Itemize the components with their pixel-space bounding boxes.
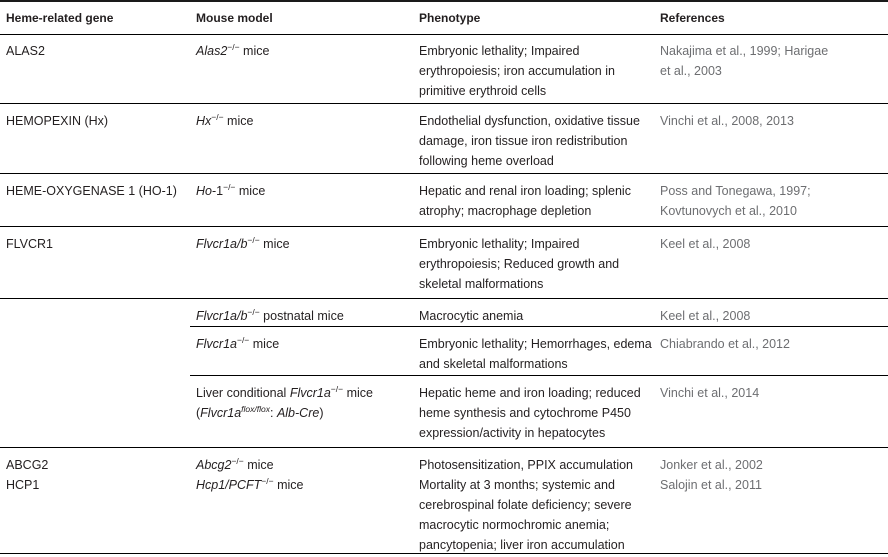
row-separator: [0, 226, 888, 227]
model-text: −/−: [227, 41, 240, 52]
model-text: Liver conditional: [196, 386, 290, 400]
model-text: −/−: [231, 455, 244, 466]
row-separator: [0, 553, 888, 554]
table-top-rule: [0, 0, 888, 2]
mouse-model-cell: [196, 383, 373, 403]
phenotype-cell: cerebrospinal folate deficiency; severe: [419, 498, 632, 512]
row-separator: [190, 326, 888, 327]
gene-cell: ALAS2: [6, 44, 45, 58]
model-text: Hcp1/PCFT: [196, 478, 262, 492]
phenotype-cell: Photosensitization, PPIX accumulation: [419, 458, 634, 472]
model-text: −/−: [261, 475, 274, 486]
model-text: mice: [343, 386, 373, 400]
model-text: mice: [239, 44, 270, 58]
reference-cell: Chiabrando et al., 2012: [660, 337, 790, 351]
phenotype-cell: following heme overload: [419, 154, 554, 168]
row-separator: [0, 298, 888, 299]
phenotype-cell: erythropoiesis; iron accumulation in: [419, 64, 615, 78]
reference-cell: Vinchi et al., 2014: [660, 386, 760, 400]
phenotype-cell: Macrocytic anemia: [419, 309, 524, 323]
model-text: Flvcr1a/b: [196, 309, 248, 323]
model-text: −/−: [223, 181, 236, 192]
model-text: Flvcr1a/b: [196, 237, 248, 251]
row-separator: [0, 447, 888, 448]
mouse-model-cell: [196, 41, 269, 61]
reference-cell: Salojin et al., 2011: [660, 478, 762, 492]
reference-cell: Poss and Tonegawa, 1997;: [660, 184, 811, 198]
mouse-model-cell: [196, 455, 274, 475]
row-separator: [190, 375, 888, 376]
model-text: Alas2: [196, 44, 228, 58]
model-text: ): [319, 406, 324, 420]
phenotype-cell: skeletal malformations: [419, 277, 544, 291]
phenotype-cell: Endothelial dysfunction, oxidative tissue: [419, 114, 640, 128]
reference-cell: Vinchi et al., 2008, 2013: [660, 114, 794, 128]
model-text: mice: [273, 478, 304, 492]
row-separator: [0, 173, 888, 174]
header-gene: Heme-related gene: [6, 11, 114, 25]
phenotype-cell: Embryonic lethality; Impaired: [419, 237, 580, 251]
model-text: :: [269, 406, 277, 420]
mouse-model-cell: [196, 181, 265, 201]
phenotype-cell: and skeletal malformations: [419, 357, 568, 371]
model-text: Flvcr1a: [289, 386, 331, 400]
gene-cell: FLVCR1: [6, 237, 54, 251]
phenotype-cell: atrophy; macrophage depletion: [419, 204, 592, 218]
model-text: Ho: [196, 184, 212, 198]
phenotype-cell: expression/activity in hepatocytes: [419, 426, 606, 440]
model-text: mice: [223, 114, 254, 128]
reference-cell: Kovtunovych et al., 2010: [660, 204, 797, 218]
gene-cell: HCP1: [6, 478, 40, 492]
model-text: Flvcr1a: [196, 337, 237, 351]
phenotype-cell: damage, iron tissue iron redistribution: [419, 134, 628, 148]
model-text: Hx: [196, 114, 212, 128]
header-mouse-model: Mouse model: [196, 11, 273, 25]
mouse-model-cell: [196, 403, 323, 423]
gene-cell: HEMOPEXIN (Hx): [6, 114, 109, 128]
header-references: References: [660, 11, 725, 25]
model-text: mice: [243, 458, 274, 472]
phenotype-cell: Mortality at 3 months; systemic and: [419, 478, 615, 492]
mouse-model-cell: [196, 234, 290, 254]
reference-cell: Keel et al., 2008: [660, 237, 751, 251]
phenotype-cell: Hepatic heme and iron loading; reduced: [419, 386, 641, 400]
header-rule: [0, 34, 888, 35]
reference-cell: Keel et al., 2008: [660, 309, 751, 323]
model-text: mice: [259, 237, 290, 251]
reference-cell: et al., 2003: [660, 64, 722, 78]
phenotype-cell: macrocytic normochromic anemia;: [419, 518, 610, 532]
model-text: -1: [211, 184, 224, 198]
model-text: postnatal mice: [259, 309, 344, 323]
model-text: mice: [249, 337, 280, 351]
phenotype-cell: Hepatic and renal iron loading; splenic: [419, 184, 631, 198]
model-text: (: [196, 406, 201, 420]
phenotype-cell: Embryonic lethality; Impaired: [419, 44, 580, 58]
model-text: mice: [235, 184, 266, 198]
phenotype-cell: heme synthesis and cytochrome P450: [419, 406, 631, 420]
model-text: Flvcr1a: [200, 406, 242, 420]
mouse-model-cell: [196, 111, 253, 131]
mouse-model-cell: [196, 334, 279, 354]
model-text: −/−: [247, 234, 260, 245]
reference-cell: Nakajima et al., 1999; Harigae: [660, 44, 829, 58]
model-text: Abcg2: [196, 458, 232, 472]
phenotype-cell: pancytopenia; liver iron accumulation: [419, 538, 625, 552]
phenotype-cell: erythropoiesis; Reduced growth and: [419, 257, 620, 271]
model-text: Alb-Cre: [276, 406, 320, 420]
model-text: −/−: [247, 306, 260, 317]
gene-cell: HEME-OXYGENASE 1 (HO-1): [6, 184, 177, 198]
mouse-model-cell: [196, 306, 344, 326]
row-separator: [0, 103, 888, 104]
model-text: −/−: [330, 383, 344, 394]
model-text: −/−: [236, 334, 250, 345]
mouse-model-cell: [196, 475, 303, 495]
phenotype-cell: Embryonic lethality; Hemorrhages, edema: [419, 337, 652, 351]
model-text: flox/flox: [241, 403, 270, 414]
header-phenotype: Phenotype: [419, 11, 481, 25]
model-text: −/−: [211, 111, 224, 122]
gene-cell: ABCG2: [6, 458, 49, 472]
reference-cell: Jonker et al., 2002: [660, 458, 763, 472]
phenotype-cell: primitive erythroid cells: [419, 84, 547, 98]
